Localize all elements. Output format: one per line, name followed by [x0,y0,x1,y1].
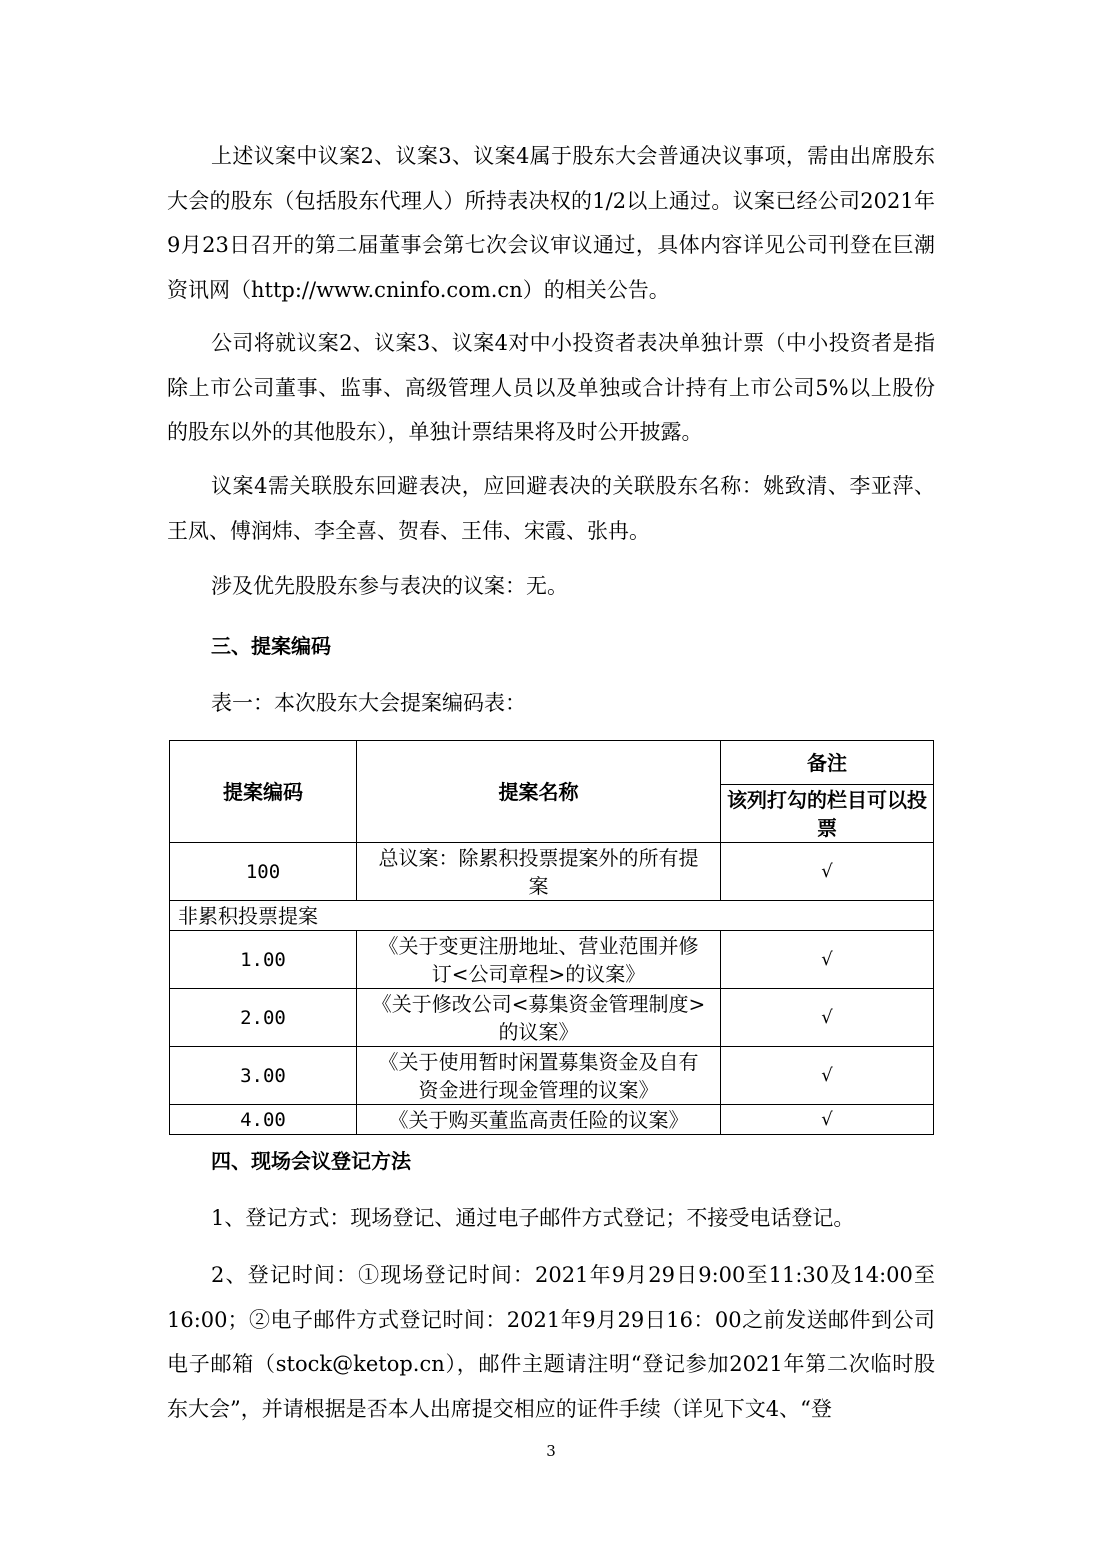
proposal-name-cell: 总议案：除累积投票提案外的所有提案 [357,843,721,901]
proposal-name-cell: 《关于使用暂时闲置募集资金及自有资金进行现金管理的议案》 [357,1047,721,1105]
proposal-name-cell: 《关于修改公司<募集资金管理制度>的议案》 [357,989,721,1047]
proposal-code-cell: 4.00 [170,1105,357,1135]
proposal-name-cell: 《关于变更注册地址、营业范围并修订<公司章程>的议案》 [357,931,721,989]
table-row [170,931,934,989]
registration-method-item [167,1196,935,1241]
proposal-name-cell: 《关于购买董监高责任险的议案》 [357,1105,721,1135]
heading-text: 四、现场会议登记方法 [211,1149,411,1173]
paragraph-preferred-shares [167,564,935,609]
proposal-code-cell: 1.00 [170,931,357,989]
paragraph-text: 议案4需关联股东回避表决，应回避表决的关联股东名称：姚致清、李亚萍、王凤、傅润炜、李全喜、贺春、王伟、宋霞、张冉。 [167,474,935,543]
paragraph-voting-requirements [167,134,935,312]
registration-time-item [167,1253,935,1431]
vote-check-mark: √ [721,843,934,901]
item-text: 1、登记方式：现场登记、通过电子邮件方式登记；不接受电话登记。 [211,1206,855,1230]
group-label: 非累积投票提案 [170,901,934,931]
header-remark: 备注 [721,741,934,785]
vote-check-mark: √ [721,989,934,1047]
table-row [170,989,934,1047]
page-number: 3 [546,1442,556,1460]
header-proposal-name: 提案名称 [357,741,721,843]
paragraph-small-investors [167,321,935,455]
proposal-code-cell: 2.00 [170,989,357,1047]
caption-text: 表一：本次股东大会提案编码表： [211,691,526,715]
table-row [170,1105,934,1135]
vote-check-mark: √ [721,1105,934,1135]
proposal-code-table [169,740,934,1135]
section-heading-registration [167,1139,935,1184]
table-row [170,843,934,901]
paragraph-related-shareholders [167,464,935,553]
section-heading-proposal-codes [167,624,935,669]
vote-check-mark: √ [721,1047,934,1105]
paragraph-text: 上述议案中议案2、议案3、议案4属于股东大会普通决议事项，需由出席股东大会的股东（包括股东代理人）所持表决权的1/2以上通过。议案已经公司2021年9月23日召开的第二届董事会第七次会议审议通过，具体内容详见公司刊登在巨潮资讯网（http://www.cninfo.com.cn）的相关公告。 [167,144,935,302]
table-group-row [170,901,934,931]
proposal-code-cell: 100 [170,843,357,901]
heading-text: 三、提案编码 [211,634,331,658]
table-row [170,1047,934,1105]
paragraph-text: 涉及优先股股东参与表决的议案：无。 [211,574,568,598]
item-text: 2、登记时间：①现场登记时间：2021年9月29日9:00至11:30及14:00至16:00；②电子邮件方式登记时间：2021年9月29日16：00之前发送邮件到公司电子邮箱（stock@ketop.cn），邮件主题请注明“登记参加2021年第二次临时股东大会”，并请根据是否本人出席提交相应的证件手续（详见下文4、“登 [167,1263,935,1421]
table-caption [167,681,935,726]
vote-check-mark: √ [721,931,934,989]
paragraph-text: 公司将就议案2、议案3、议案4对中小投资者表决单独计票（中小投资者是指除上市公司董事、监事、高级管理人员以及单独或合计持有上市公司5%以上股份的股东以外的其他股东），单独计票结果将及时公开披露。 [167,331,935,444]
header-proposal-code: 提案编码 [170,741,357,843]
proposal-code-cell: 3.00 [170,1047,357,1105]
header-remark-note: 该列打勾的栏目可以投票 [721,785,934,843]
